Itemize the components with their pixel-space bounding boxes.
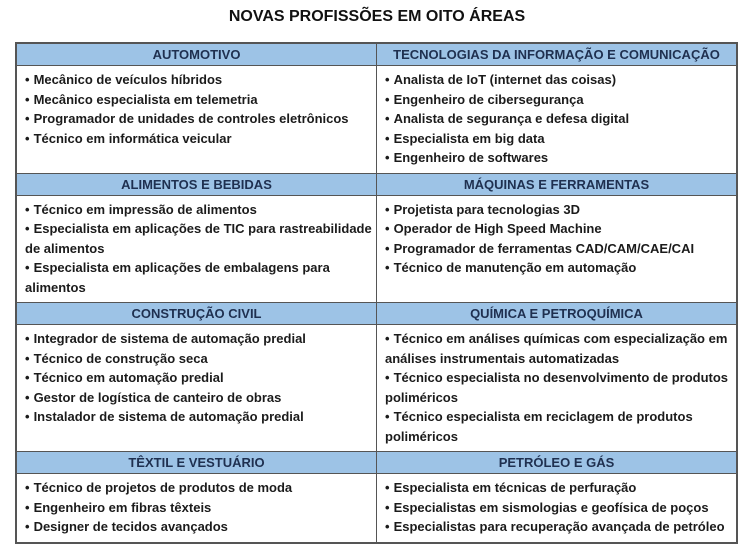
profession-item bbox=[25, 219, 372, 258]
profession-label: Técnico em informática veicular bbox=[33, 130, 232, 146]
profession-label: Engenheiro em fibras têxteis bbox=[33, 499, 212, 515]
area-professions-right bbox=[377, 325, 738, 452]
areas-table bbox=[15, 42, 738, 544]
area-header-left: ALIMENTOS E BEBIDAS bbox=[16, 173, 377, 195]
profession-item bbox=[25, 129, 372, 149]
area-header-right: QUÍMICA E PETROQUÍMICA bbox=[377, 303, 738, 325]
profession-item bbox=[25, 478, 372, 498]
profession-label: Especialista em técnicas de perfuração bbox=[393, 480, 637, 495]
area-content-row bbox=[16, 325, 737, 452]
area-header-row bbox=[16, 173, 737, 195]
bullet-icon: • bbox=[25, 91, 30, 107]
bullet-icon: • bbox=[385, 111, 390, 126]
bullet-icon: • bbox=[385, 370, 390, 385]
profession-label: Técnico de manutenção em automação bbox=[393, 260, 637, 275]
profession-label: Técnico em automação predial bbox=[33, 370, 224, 385]
profession-item bbox=[385, 258, 732, 278]
profession-label: Especialistas em sismologias e geofísica de poços bbox=[393, 499, 709, 515]
page-title: NOVAS PROFISSÕES EM OITO ÁREAS bbox=[228, 8, 526, 25]
area-content-row bbox=[16, 195, 737, 303]
areas-table-body bbox=[16, 43, 737, 543]
bullet-icon: • bbox=[385, 150, 390, 165]
profession-item bbox=[385, 129, 732, 149]
profession-label: Integrador de sistema de automação predial bbox=[33, 331, 306, 346]
area-header-right: MÁQUINAS E FERRAMENTAS bbox=[377, 173, 738, 195]
profession-label: Analista de IoT (internet das coisas) bbox=[393, 72, 617, 87]
profession-item bbox=[385, 219, 732, 239]
bullet-icon: • bbox=[25, 519, 30, 534]
profession-label: Gestor de logística de canteiro de obras bbox=[33, 389, 282, 405]
area-header-right: PETRÓLEO E GÁS bbox=[377, 452, 738, 474]
area-professions-left bbox=[16, 474, 377, 543]
profession-item bbox=[385, 239, 732, 259]
bullet-icon: • bbox=[25, 72, 30, 87]
area-professions-left bbox=[16, 325, 377, 452]
area-professions-left bbox=[16, 66, 377, 174]
bullet-icon: • bbox=[385, 72, 390, 87]
profession-item bbox=[25, 407, 372, 427]
profession-label: Designer de tecidos avançados bbox=[33, 519, 228, 534]
profession-label: Técnico especialista em reciclagem de produtos poliméricos bbox=[385, 409, 693, 444]
profession-item bbox=[385, 478, 732, 498]
bullet-icon: • bbox=[25, 389, 30, 405]
profession-label: Engenheiro de cibersegurança bbox=[393, 91, 584, 107]
bullet-icon: • bbox=[25, 130, 30, 146]
profession-label: Técnico em análises químicas com especialização em análises instrumentais automatizadas bbox=[385, 331, 728, 366]
area-header-right: TECNOLOGIAS DA INFORMAÇÃO E COMUNICAÇÃO bbox=[377, 43, 738, 66]
profession-label: Programador de ferramentas CAD/CAM/CAE/CAI bbox=[393, 240, 695, 256]
profession-label: Engenheiro de softwares bbox=[393, 150, 549, 165]
bullet-icon: • bbox=[385, 240, 390, 256]
profession-item bbox=[25, 498, 372, 518]
bullet-icon: • bbox=[25, 499, 30, 515]
profession-item bbox=[385, 148, 732, 168]
profession-item bbox=[25, 388, 372, 408]
area-professions-left bbox=[16, 195, 377, 303]
area-header-left: CONSTRUÇÃO CIVIL bbox=[16, 303, 377, 325]
bullet-icon: • bbox=[25, 260, 30, 275]
profession-label: Operador de High Speed Machine bbox=[393, 221, 602, 236]
profession-item bbox=[25, 70, 372, 90]
area-professions-right bbox=[377, 66, 738, 174]
bullet-icon: • bbox=[25, 201, 30, 217]
profession-item bbox=[25, 258, 372, 297]
profession-label: Analista de segurança e defesa digital bbox=[393, 111, 630, 126]
profession-label: Especialista em aplicações de embalagens para alimentos bbox=[25, 260, 330, 295]
area-header-row bbox=[16, 43, 737, 66]
area-header-left: TÊXTIL E VESTUÁRIO bbox=[16, 452, 377, 474]
profession-item bbox=[385, 517, 732, 537]
bullet-icon: • bbox=[25, 331, 30, 346]
profession-label: Especialista em aplicações de TIC para rastreabilidade de alimentos bbox=[25, 221, 372, 256]
bullet-icon: • bbox=[385, 221, 390, 236]
bullet-icon: • bbox=[385, 480, 390, 495]
bullet-icon: • bbox=[385, 130, 390, 146]
area-professions-right bbox=[377, 474, 738, 543]
bullet-icon: • bbox=[385, 409, 390, 424]
profession-label: Especialistas para recuperação avançada de petróleo bbox=[393, 519, 725, 534]
bullet-icon: • bbox=[385, 91, 390, 107]
profession-item bbox=[385, 109, 732, 129]
area-content-row bbox=[16, 66, 737, 174]
profession-item bbox=[25, 200, 372, 220]
bullet-icon: • bbox=[25, 221, 30, 236]
bullet-icon: • bbox=[25, 480, 30, 495]
profession-item bbox=[25, 329, 372, 349]
profession-item bbox=[25, 368, 372, 388]
profession-label: Instalador de sistema de automação predial bbox=[33, 409, 304, 424]
bullet-icon: • bbox=[385, 201, 390, 217]
profession-item bbox=[385, 200, 732, 220]
bullet-icon: • bbox=[25, 350, 30, 366]
bullet-icon: • bbox=[25, 370, 30, 385]
profession-item bbox=[25, 109, 372, 129]
area-header-row bbox=[16, 303, 737, 325]
profession-label: Técnico especialista no desenvolvimento de produtos poliméricos bbox=[385, 370, 729, 405]
profession-label: Projetista para tecnologias 3D bbox=[393, 201, 580, 217]
profession-label: Programador de unidades de controles eletrônicos bbox=[33, 111, 349, 126]
profession-label: Técnico em impressão de alimentos bbox=[33, 201, 257, 217]
bullet-icon: • bbox=[385, 331, 390, 346]
profession-label: Técnico de construção seca bbox=[33, 350, 208, 366]
profession-label: Especialista em big data bbox=[393, 130, 545, 146]
profession-label: Mecânico de veículos híbridos bbox=[33, 72, 223, 87]
area-content-row bbox=[16, 474, 737, 543]
profession-item bbox=[385, 90, 732, 110]
profession-item bbox=[25, 90, 372, 110]
profession-item bbox=[385, 498, 732, 518]
bullet-icon: • bbox=[25, 409, 30, 424]
profession-item bbox=[25, 517, 372, 537]
profession-item bbox=[385, 329, 732, 368]
profession-item bbox=[385, 70, 732, 90]
profession-label: Mecânico especialista em telemetria bbox=[33, 91, 258, 107]
bullet-icon: • bbox=[385, 519, 390, 534]
profession-label: Técnico de projetos de produtos de moda bbox=[33, 480, 293, 495]
bullet-icon: • bbox=[385, 499, 390, 515]
profession-item bbox=[385, 368, 732, 407]
area-professions-right bbox=[377, 195, 738, 303]
area-header-left: AUTOMOTIVO bbox=[16, 43, 377, 66]
profession-item bbox=[385, 407, 732, 446]
bullet-icon: • bbox=[385, 260, 390, 275]
area-header-row bbox=[16, 452, 737, 474]
profession-item bbox=[25, 349, 372, 369]
bullet-icon: • bbox=[25, 111, 30, 126]
